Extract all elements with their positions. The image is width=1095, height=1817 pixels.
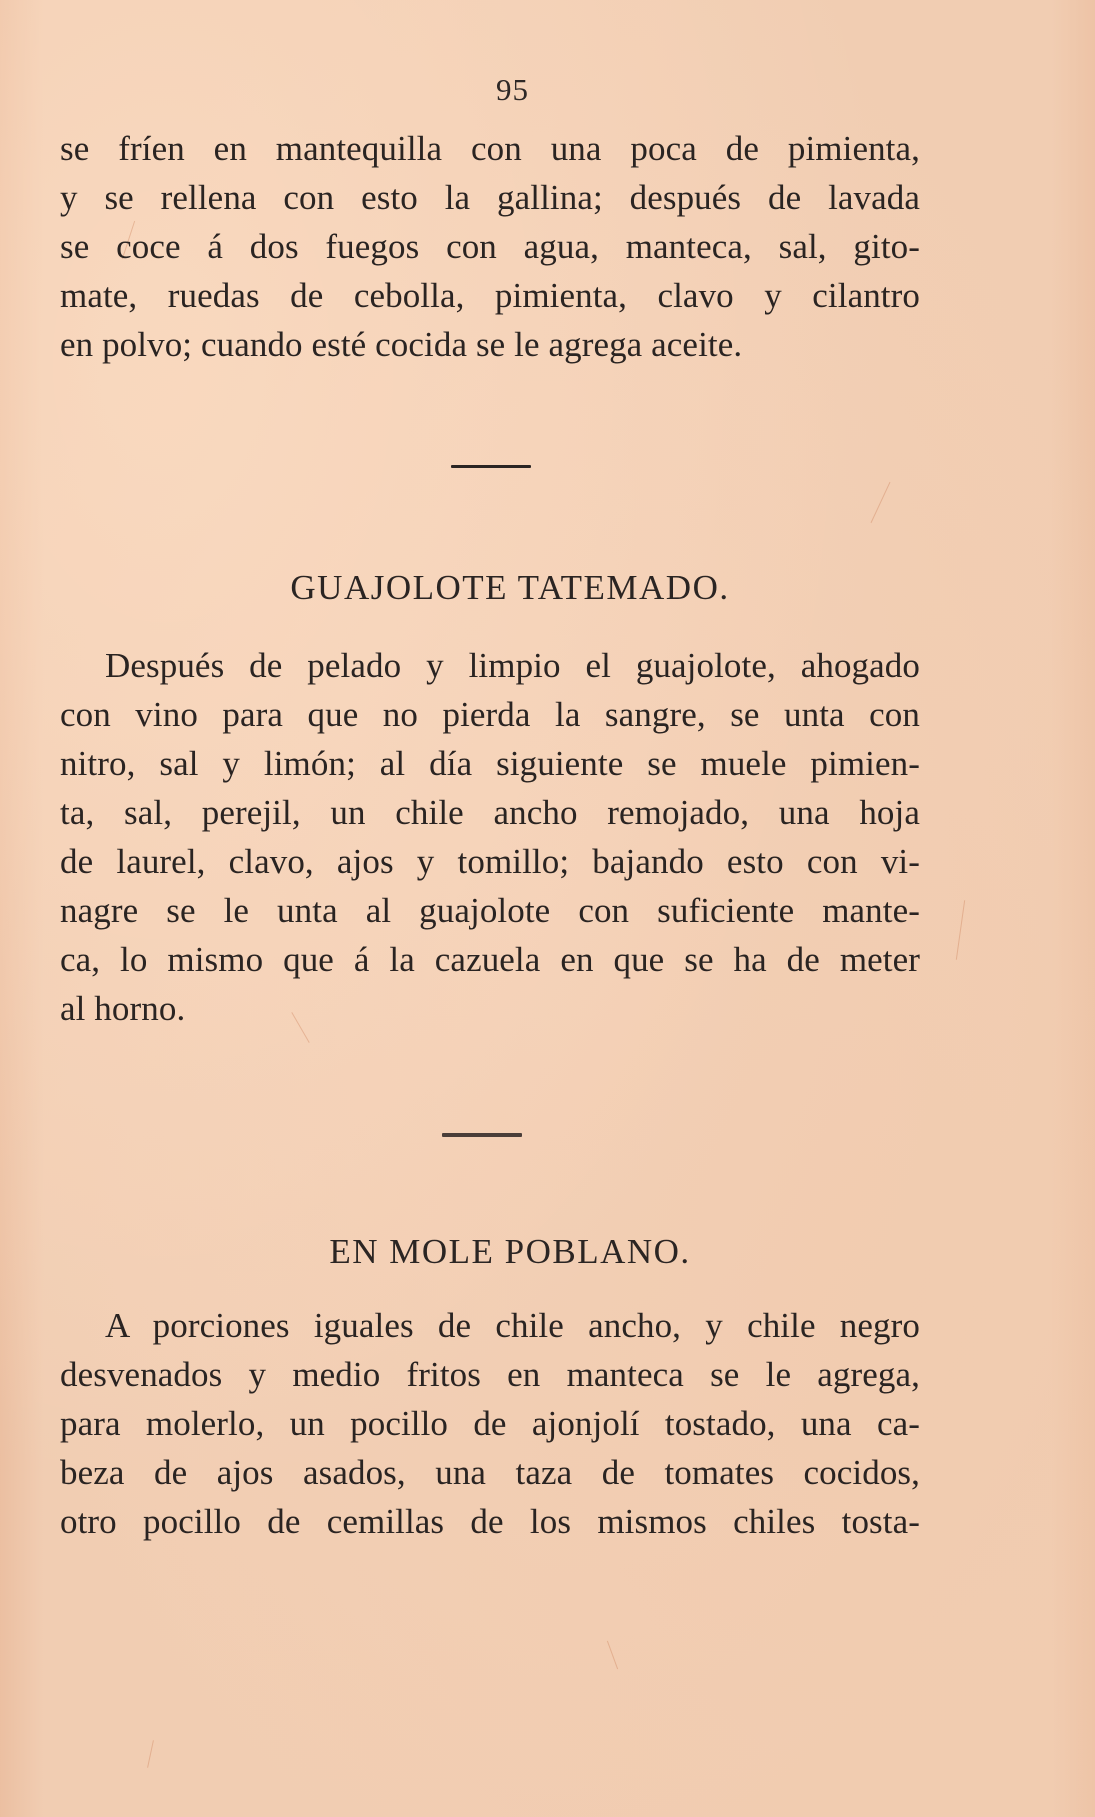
paper-fiber	[871, 482, 891, 523]
recipe-title-guajolote-tatemado: GUAJOLOTE TATEMADO.	[290, 568, 730, 607]
text-line: nitro, sal y limón; al día siguiente se muele pimien-	[60, 744, 920, 783]
recipe-body-en-mole-poblano	[60, 1301, 920, 1546]
paper-fiber	[956, 900, 965, 960]
text-line: al horno.	[60, 989, 186, 1028]
ornamental-rule-2	[442, 1133, 522, 1137]
page-number: 95	[496, 72, 529, 107]
text-line: desvenados y medio fritos en manteca se le agrega,	[60, 1355, 920, 1394]
text-line: para molerlo, un pocillo de ajonjolí tostado, una ca-	[60, 1404, 920, 1443]
text-line: nagre se le unta al guajolote con suficiente mante-	[60, 891, 920, 930]
text-line: mate, ruedas de cebolla, pimienta, clavo y cilantro	[60, 276, 920, 315]
text-line: otro pocillo de cemillas de los mismos chiles tosta-	[60, 1502, 920, 1541]
text-line: beza de ajos asados, una taza de tomates cocidos,	[60, 1453, 920, 1492]
text-line: con vino para que no pierda la sangre, se unta con	[60, 695, 920, 734]
text-line: se coce á dos fuegos con agua, manteca, sal, gito-	[60, 227, 920, 266]
text-line: ta, sal, perejil, un chile ancho remojado, una hoja	[60, 793, 920, 832]
text-line: Después de pelado y limpio el guajolote, ahogado	[105, 646, 920, 685]
paper-fiber	[607, 1641, 618, 1670]
continuation-paragraph	[60, 124, 920, 369]
text-line: en polvo; cuando esté cocida se le agrega aceite.	[60, 325, 743, 364]
text-line: y se rellena con esto la gallina; después de lavada	[60, 178, 920, 217]
recipe-body-guajolote-tatemado	[60, 641, 920, 1033]
ornamental-rule-1	[451, 465, 531, 468]
text-line: de laurel, clavo, ajos y tomillo; bajando esto con vi-	[60, 842, 920, 881]
text-line: se fríen en mantequilla con una poca de pimienta,	[60, 129, 920, 168]
paper-fiber	[147, 1740, 154, 1768]
text-line: ca, lo mismo que á la cazuela en que se ha de meter	[60, 940, 920, 979]
recipe-title-en-mole-poblano: EN MOLE POBLANO.	[329, 1232, 691, 1271]
text-line: A porciones iguales de chile ancho, y chile negro	[105, 1306, 920, 1345]
